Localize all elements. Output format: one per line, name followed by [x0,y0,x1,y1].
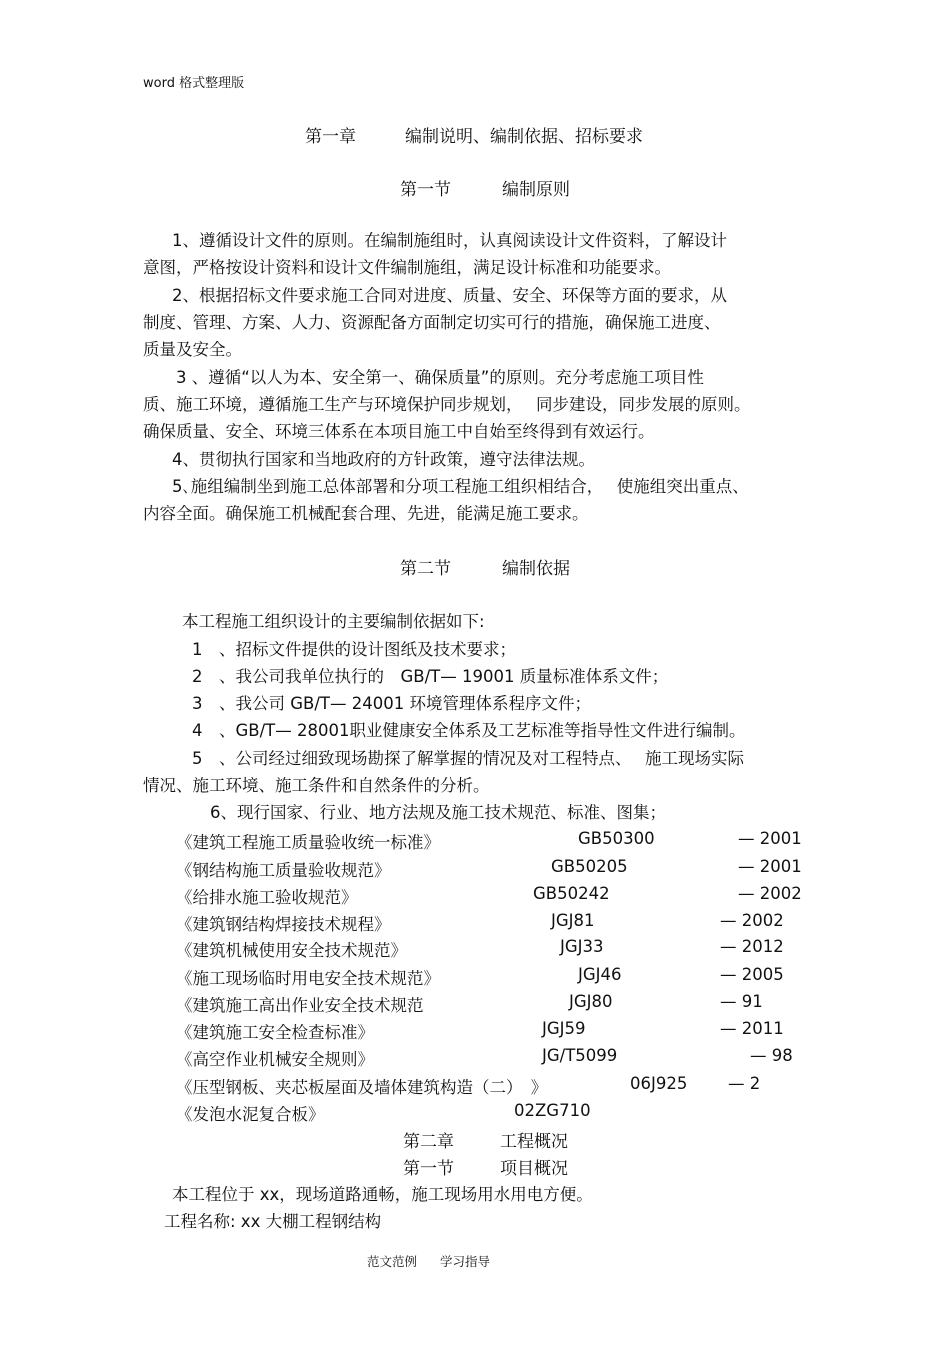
principle-2-line-2: 制度、管理、方案、人力、资源配备方面制定切实可行的措施，确保施工进度、 [143,313,721,332]
standard-code: GB50242 [533,884,610,903]
standard-name: 《钢结构施工质量验收规范》 [176,861,391,880]
standard-year: — 98 [750,1046,793,1065]
standard-code: JGJ81 [551,911,595,930]
standard-name: 《建筑机械使用安全技术规范》 [176,941,407,960]
standard-name: 《给排水施工验收规范》 [176,888,358,907]
section-1-title: 编制原则 [502,180,570,200]
overview-project-name: 工程名称: xx 大棚工程钢结构 [164,1212,382,1231]
principle-4-line-1: 4、贯彻执行国家和当地政府的方针政策，遵守法律法规。 [172,450,595,469]
standard-year: — 2012 [720,937,784,956]
principle-3-line-2: 质、施工环境，遵循施工生产与环境保护同步规划， 同步建设，同步发展的原则。 [143,395,751,414]
standard-name: 《建筑施工高出作业安全技术规范 [176,996,424,1015]
chapter-2-title: 工程概况 [500,1132,568,1152]
standard-name: 《建筑钢结构焊接技术规程》 [176,915,391,934]
standard-code: JGJ46 [578,965,622,984]
principle-3-line-3: 确保质量、安全、环境三体系在本项目施工中自始至终得到有效运行。 [143,422,655,441]
section-2-label: 第二节 [400,559,451,579]
principle-1-line-1: 1、遵循设计文件的原则。在编制施组时，认真阅读设计文件资料，了解设计 [172,231,727,250]
section-1-label: 第一节 [400,180,451,200]
standard-name: 《压型钢板、夹芯板屋面及墙体建筑构造（二） 》 [176,1078,548,1097]
standard-year: — 2001 [738,857,802,876]
chapter-2-label: 第二章 [403,1132,454,1152]
footer-left: 范文范例 [367,1254,418,1269]
standard-code: JGJ80 [569,992,613,1011]
standard-name: 《建筑工程施工质量验收统一标准》 [176,833,440,852]
standard-year: — 2 [728,1074,761,1093]
principle-2-line-3: 质量及安全。 [143,340,242,359]
standard-code: 06J925 [630,1074,688,1093]
principle-5-line-1: 5､施组编制坐到施工总体部署和分项工程施工组织相结合， 使施组突出重点、 [172,477,749,496]
standard-code: 02ZG710 [514,1101,591,1120]
standard-code: JGJ33 [560,937,604,956]
standard-name: 《建筑施工安全检查标准》 [176,1023,374,1042]
basis-item-5-line-1: 5 、公司经过细致现场勘探了解掌握的情况及对工程特点、 施工现场实际 [192,749,744,768]
standard-code: JGJ59 [542,1019,586,1038]
basis-item-1: 1 、招标文件提供的设计图纸及技术要求； [192,640,516,659]
chapter-1-title: 编制说明、编制依据、招标要求 [405,127,643,147]
standard-year: — 2002 [720,911,784,930]
standard-name: 《高空作业机械安全规则》 [176,1050,374,1069]
standard-year: — 2002 [738,884,802,903]
basis-item-5-line-2: 情况、施工环境、施工条件和自然条件的分析。 [143,776,490,795]
basis-item-3: 3 、我公司 GB/T— 24001 环境管理体系程序文件； [192,694,591,713]
standard-code: JG/T5099 [542,1046,618,1065]
basis-item-6: 6、现行国家、行业、地方法规及施工技术规范、标准、图集； [210,803,666,822]
basis-intro: 本工程施工组织设计的主要编制依据如下: [182,612,485,631]
section-3-label: 第一节 [403,1159,454,1179]
principle-5-line-2: 内容全面。确保施工机械配套合理、先进，能满足施工要求。 [143,504,589,523]
standard-name: 《发泡水泥复合板》 [176,1105,325,1124]
section-3-title: 项目概况 [500,1159,568,1179]
standard-code: GB50205 [551,857,628,876]
footer-right: 学习指导 [440,1254,491,1269]
standard-year: — 91 [720,992,763,1011]
principle-2-line-1: 2、根据招标文件要求施工合同对进度、质量、安全、环保等方面的要求，从 [172,286,727,305]
section-2-title: 编制依据 [502,559,570,579]
standard-year: — 2005 [720,965,784,984]
page-header: word 格式整理版 [143,76,245,91]
standard-year: — 2011 [720,1019,784,1038]
standard-code: GB50300 [578,829,655,848]
basis-item-2: 2 、我公司我单位执行的 GB/T— 19001 质量标准体系文件； [192,667,669,686]
standard-name: 《施工现场临时用电安全技术规范》 [176,969,440,988]
basis-item-4: 4 、GB/T— 28001职业健康安全体系及工艺标准等指导性文件进行编制。 [192,721,746,740]
principle-3-line-1: 3 、遵循“以人为本、安全第一、确保质量”的原则。充分考虑施工项目性 [176,368,704,387]
standard-year: — 2001 [738,829,802,848]
principle-1-line-2: 意图，严格按设计资料和设计文件编制施组，满足设计标准和功能要求。 [143,258,671,277]
overview-location: 本工程位于 xx，现场道路通畅，施工现场用水用电方便。 [172,1185,593,1204]
chapter-1-label: 第一章 [305,127,356,147]
